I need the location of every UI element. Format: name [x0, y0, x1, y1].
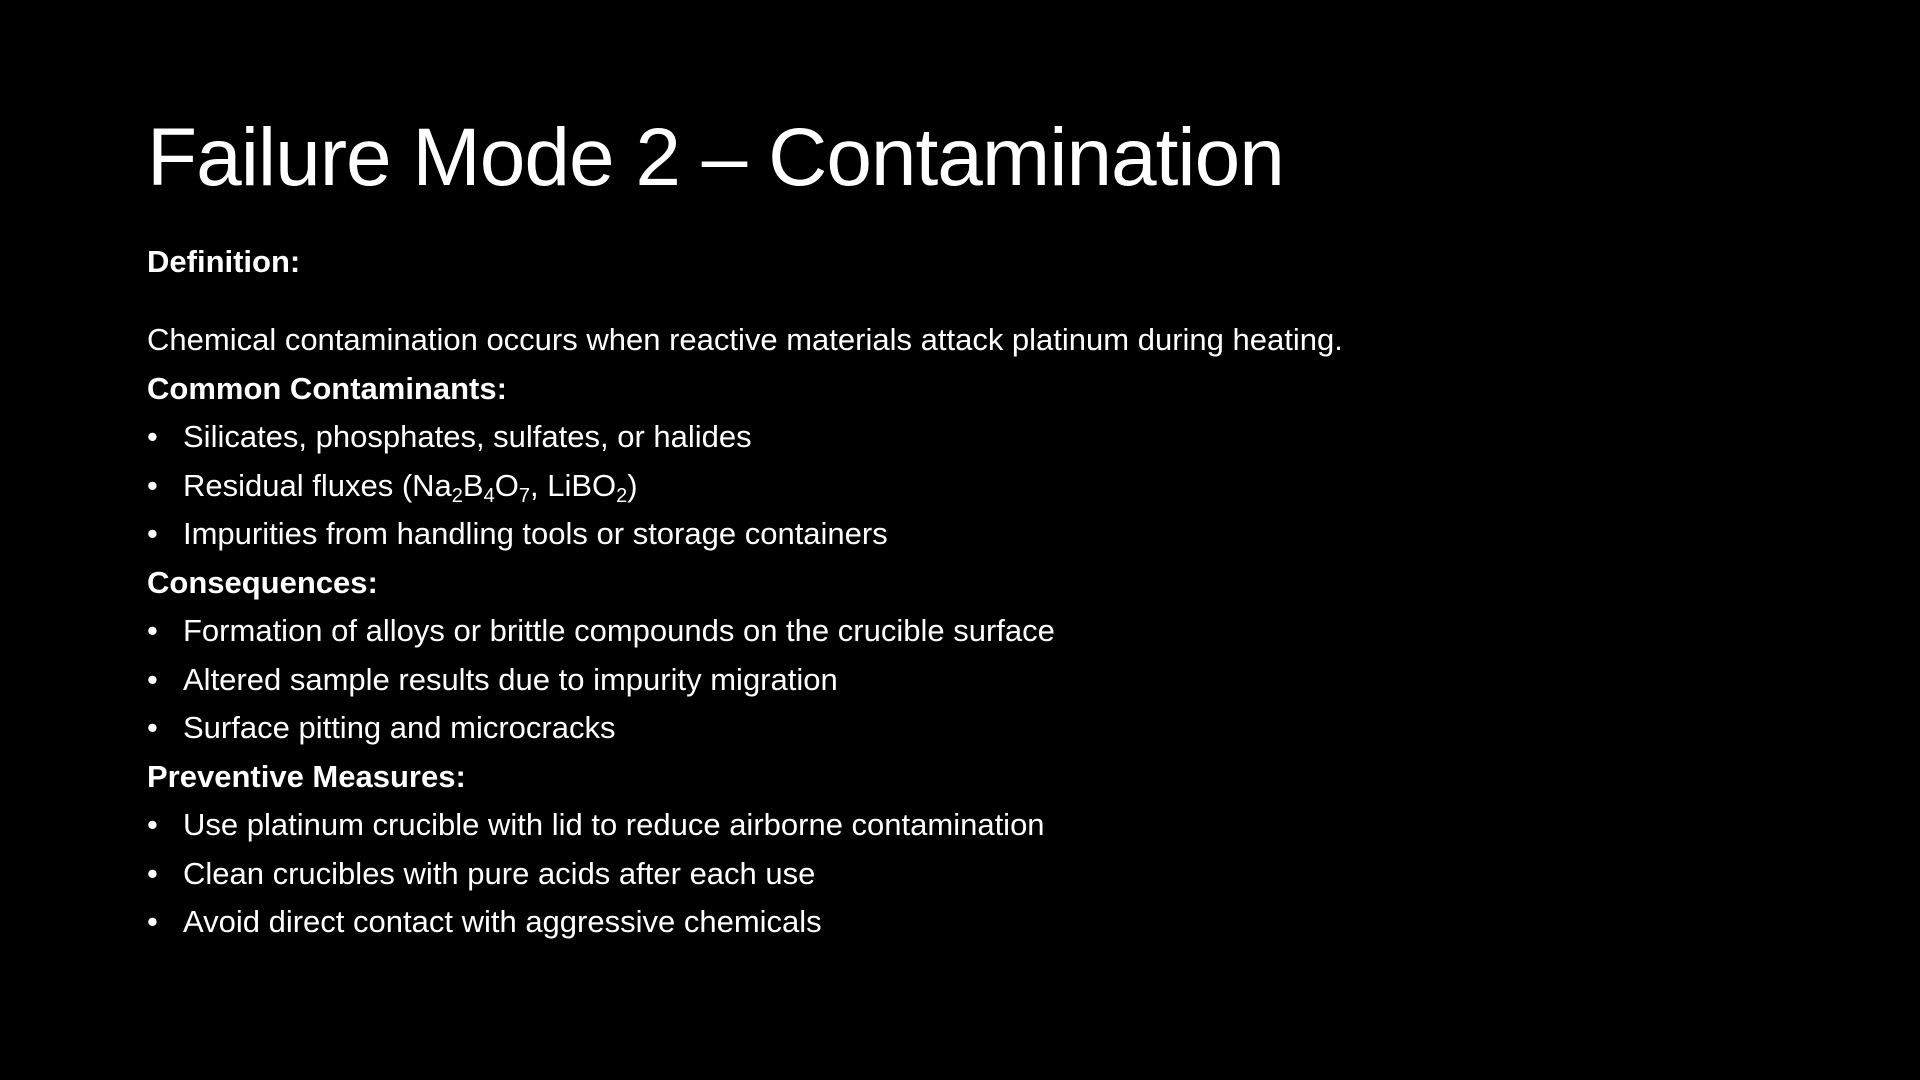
- bullet: •: [147, 710, 158, 745]
- bullet: •: [147, 661, 158, 697]
- list-item: [147, 898, 1797, 947]
- list-item-text-flux: Residual fluxes ($Na_2B_4O_7$, LiBO$_2$): [183, 467, 638, 507]
- list-item: [147, 413, 1797, 462]
- list-item-text: Use platinum crucible with lid to reduce airborne contamination: [183, 807, 1045, 842]
- list-item: [147, 462, 1797, 511]
- slide-body: [147, 238, 1797, 947]
- list-item: [147, 607, 1797, 656]
- bullet: •: [147, 904, 158, 939]
- bullet: •: [147, 807, 158, 842]
- bullet: •: [147, 855, 158, 891]
- paragraph-spacer: [147, 286, 1797, 316]
- bullet: •: [147, 467, 158, 503]
- list-item: [147, 656, 1797, 705]
- contaminants-heading: Common Contaminants:: [147, 370, 507, 406]
- list-item: [147, 704, 1797, 753]
- bullet: •: [147, 613, 158, 648]
- list-item: [147, 801, 1797, 850]
- list-item: [147, 510, 1797, 559]
- list-item: [147, 850, 1797, 899]
- list-item-text: Altered sample results due to impurity migration: [183, 661, 838, 697]
- bullet: •: [147, 419, 158, 454]
- slide-title: Failure Mode 2 – Contamination: [147, 112, 1284, 203]
- definition-text: Chemical contamination occurs when reactive materials attack platinum during heating.: [147, 322, 1343, 357]
- prevention-heading: Preventive Measures:: [147, 758, 466, 794]
- list-item-text: Surface pitting and microcracks: [183, 710, 616, 745]
- consequences-heading: Consequences:: [147, 564, 378, 600]
- list-item-text: Silicates, phosphates, sulfates, or halides: [183, 419, 752, 454]
- definition-heading: Definition:: [147, 244, 301, 279]
- bullet: •: [147, 516, 158, 551]
- list-item-text: Clean crucibles with pure acids after each use: [183, 855, 816, 891]
- list-item-text: Avoid direct contact with aggressive chemicals: [183, 904, 822, 939]
- list-item-text: Impurities from handling tools or storage containers: [183, 516, 888, 551]
- list-item-text: Formation of alloys or brittle compounds on the crucible surface: [183, 613, 1055, 648]
